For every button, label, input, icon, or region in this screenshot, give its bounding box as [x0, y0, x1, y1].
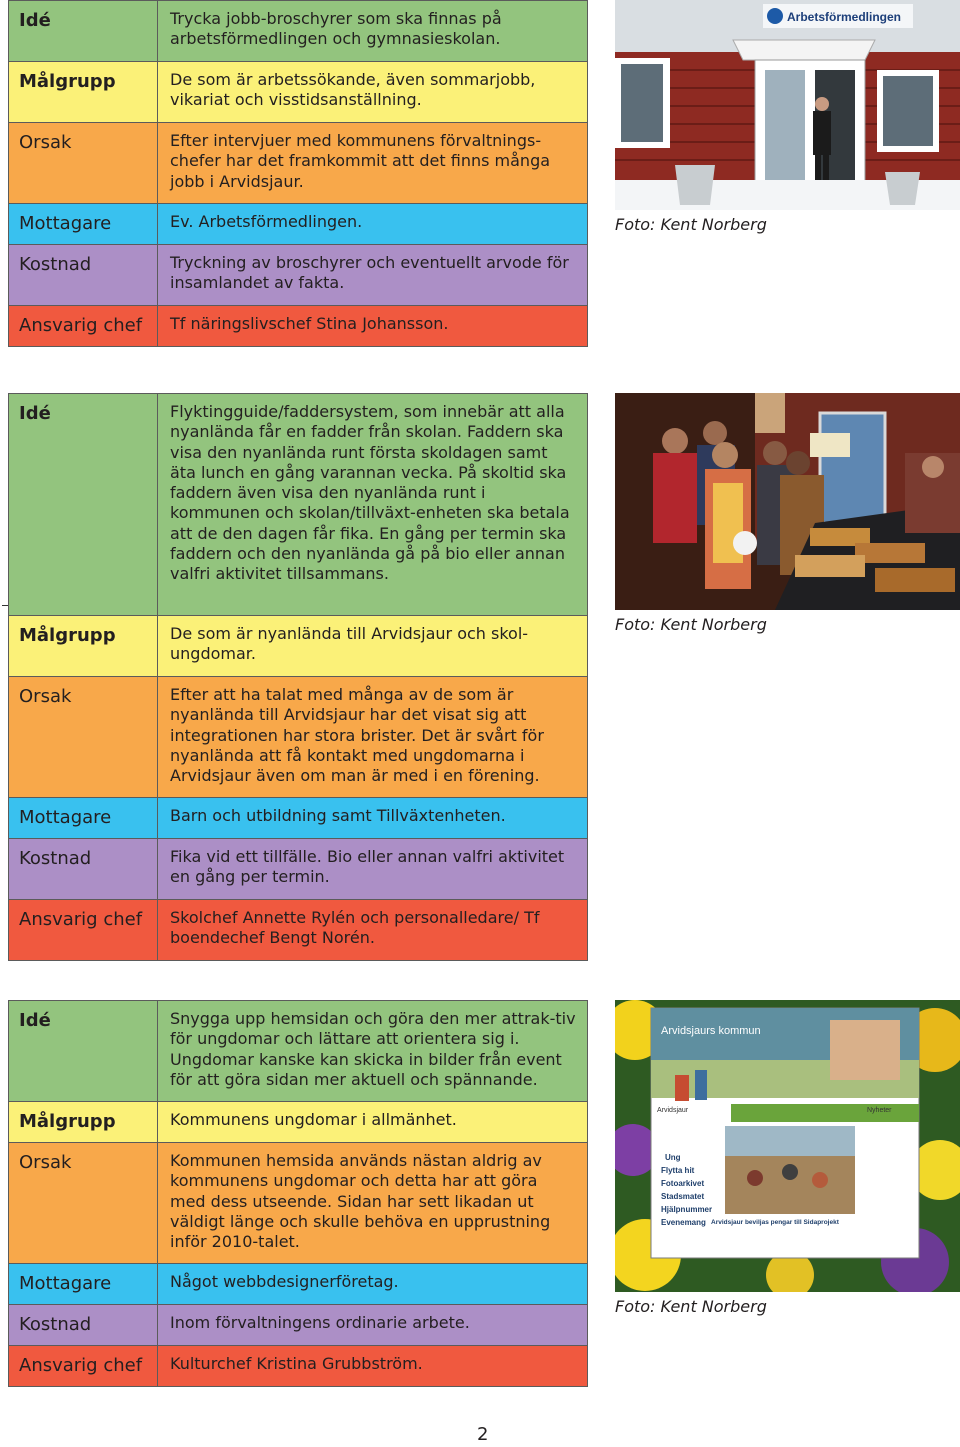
label-kostnad: Kostnad: [9, 1305, 158, 1346]
row-kostnad: [9, 839, 588, 900]
label-mottagare: Mottagare: [9, 798, 158, 839]
row-mottagare: [9, 798, 588, 839]
row-ansvarig-chef: [9, 900, 588, 961]
row-malgrupp: [9, 616, 588, 677]
label-ansvarig-chef: Ansvarig chef: [9, 306, 158, 347]
idea-table-3: [8, 1000, 588, 1387]
row-mottagare: [9, 204, 588, 245]
weather-place-text: Arvidsjaur: [657, 1107, 689, 1114]
nav-link-4: Hjälpnummer: [661, 1205, 713, 1214]
value-mottagare: Barn och utbildning samt Tillväxtenheten.: [158, 798, 588, 839]
nav-link-5: Evenemang: [661, 1218, 706, 1227]
nav-link-2: Fotoarkivet: [661, 1179, 705, 1188]
row-orsak: [9, 1143, 588, 1264]
photo-website: [615, 1000, 960, 1292]
row-ide: [9, 1, 588, 62]
headline-text: Arvidsjaur beviljas pengar till Sidaprojekt: [711, 1219, 839, 1226]
row-ansvarig-chef: [9, 306, 588, 347]
value-orsak: Kommunen hemsida används nästan aldrig av kommunens ungdomar och detta har att göra med dess utseende. Sidan har sett likadan ut väldigt länge och skulle behöva en upprustning inför 2010-talet.: [158, 1143, 588, 1264]
website-screenshot-image: [615, 1000, 960, 1292]
row-orsak: [9, 677, 588, 798]
row-ide: [9, 1001, 588, 1102]
value-ansvarig-chef: Skolchef Annette Rylén och personalledare/ Tf boendechef Bengt Norén.: [158, 900, 588, 961]
value-orsak: Efter intervjuer med kommunens förvaltnings-chefer har det framkommit att det finns många jobb i Arvidsjaur.: [158, 123, 588, 204]
photo-caption-1: Foto: Kent Norberg: [615, 215, 767, 234]
idea-card-1: [8, 0, 588, 347]
row-malgrupp: [9, 1102, 588, 1143]
value-mottagare: Ev. Arbetsförmedlingen.: [158, 204, 588, 245]
label-orsak: Orsak: [9, 123, 158, 204]
label-malgrupp: Målgrupp: [9, 616, 158, 677]
idea-card-3: [8, 1000, 588, 1387]
margin-mark: [2, 605, 8, 606]
label-ide: Idé: [9, 394, 158, 616]
row-kostnad: [9, 245, 588, 306]
page-number: 2: [477, 1424, 489, 1445]
label-malgrupp: Målgrupp: [9, 62, 158, 123]
label-malgrupp: Målgrupp: [9, 1102, 158, 1143]
value-ide: Trycka jobb-broschyrer som ska finnas på arbetsförmedlingen och gymnasieskolan.: [158, 1, 588, 62]
building-sign-text: Arbetsförmedlingen: [787, 10, 902, 24]
nav-link-0: Ung: [665, 1153, 681, 1162]
photo-caption-3: Foto: Kent Norberg: [615, 1297, 767, 1316]
value-malgrupp: Kommunens ungdomar i allmänhet.: [158, 1102, 588, 1143]
label-kostnad: Kostnad: [9, 245, 158, 306]
value-ansvarig-chef: Tf näringslivschef Stina Johansson.: [158, 306, 588, 347]
idea-table-2: [8, 393, 588, 961]
idea-card-2: [8, 393, 588, 961]
value-ide: Snygga upp hemsidan och göra den mer attrak-tiv för ungdomar och lättare att orientera sig i. Ungdomar kanske kan skicka in bilder från event för att göra sidan mer aktuell och spännande.: [158, 1001, 588, 1102]
photo-caption-2: Foto: Kent Norberg: [615, 615, 767, 634]
photo-group: [615, 393, 960, 610]
row-ansvarig-chef: [9, 1346, 588, 1387]
label-mottagare: Mottagare: [9, 1264, 158, 1305]
label-ide: Idé: [9, 1001, 158, 1102]
site-title-text: Arvidsjaurs kommun: [661, 1025, 761, 1037]
label-ide: Idé: [9, 1, 158, 62]
nav-link-1: Flytta hit: [661, 1166, 695, 1175]
photo-arbetsformedlingen: [615, 0, 960, 210]
label-ansvarig-chef: Ansvarig chef: [9, 1346, 158, 1387]
value-kostnad: Fika vid ett tillfälle. Bio eller annan valfri aktivitet en gång per termin.: [158, 839, 588, 900]
row-mottagare: [9, 1264, 588, 1305]
idea-table-1: [8, 0, 588, 347]
label-orsak: Orsak: [9, 677, 158, 798]
row-kostnad: [9, 1305, 588, 1346]
label-ansvarig-chef: Ansvarig chef: [9, 900, 158, 961]
value-mottagare: Något webbdesignerföretag.: [158, 1264, 588, 1305]
value-orsak: Efter att ha talat med många av de som är nyanlända till Arvidsjaur har det visat sig att integrationen har stora brister. Det är svårt för nyanlända att få kontakt med ungdomarna i Arvidsjaur även om man är med i en förening.: [158, 677, 588, 798]
value-ansvarig-chef: Kulturchef Kristina Grubbström.: [158, 1346, 588, 1387]
news-heading-text: Nyheter: [867, 1107, 892, 1114]
value-kostnad: Inom förvaltningens ordinarie arbete.: [158, 1305, 588, 1346]
row-orsak: [9, 123, 588, 204]
label-orsak: Orsak: [9, 1143, 158, 1264]
value-kostnad: Tryckning av broschyrer och eventuellt arvode för insamlandet av fakta.: [158, 245, 588, 306]
value-ide: Flyktingguide/faddersystem, som innebär att alla nyanlända får en fadder från skolan. Faddern ska visa den nyanlända runt första skoldagen samt äta lunch en gång varannan vecka. På skoltid ska faddern även visa den nyanlända runt i kommunen och skolan/tillväxt-enheten ska betala att de den dagen får fika. En gång per termin ska faddern och den nyanlända gå på bio eller annan valfri aktivitet tillsammans.: [158, 394, 588, 616]
nav-link-3: Stadsmatet: [661, 1192, 705, 1201]
value-malgrupp: De som är arbetssökande, även sommarjobb, vikariat och visstidsanställning.: [158, 62, 588, 123]
arbetsformedlingen-building-image: [615, 0, 960, 210]
row-ide: [9, 394, 588, 616]
label-mottagare: Mottagare: [9, 204, 158, 245]
value-malgrupp: De som är nyanlända till Arvidsjaur och skol-ungdomar.: [158, 616, 588, 677]
group-photo-image: [615, 393, 960, 610]
label-kostnad: Kostnad: [9, 839, 158, 900]
row-malgrupp: [9, 62, 588, 123]
